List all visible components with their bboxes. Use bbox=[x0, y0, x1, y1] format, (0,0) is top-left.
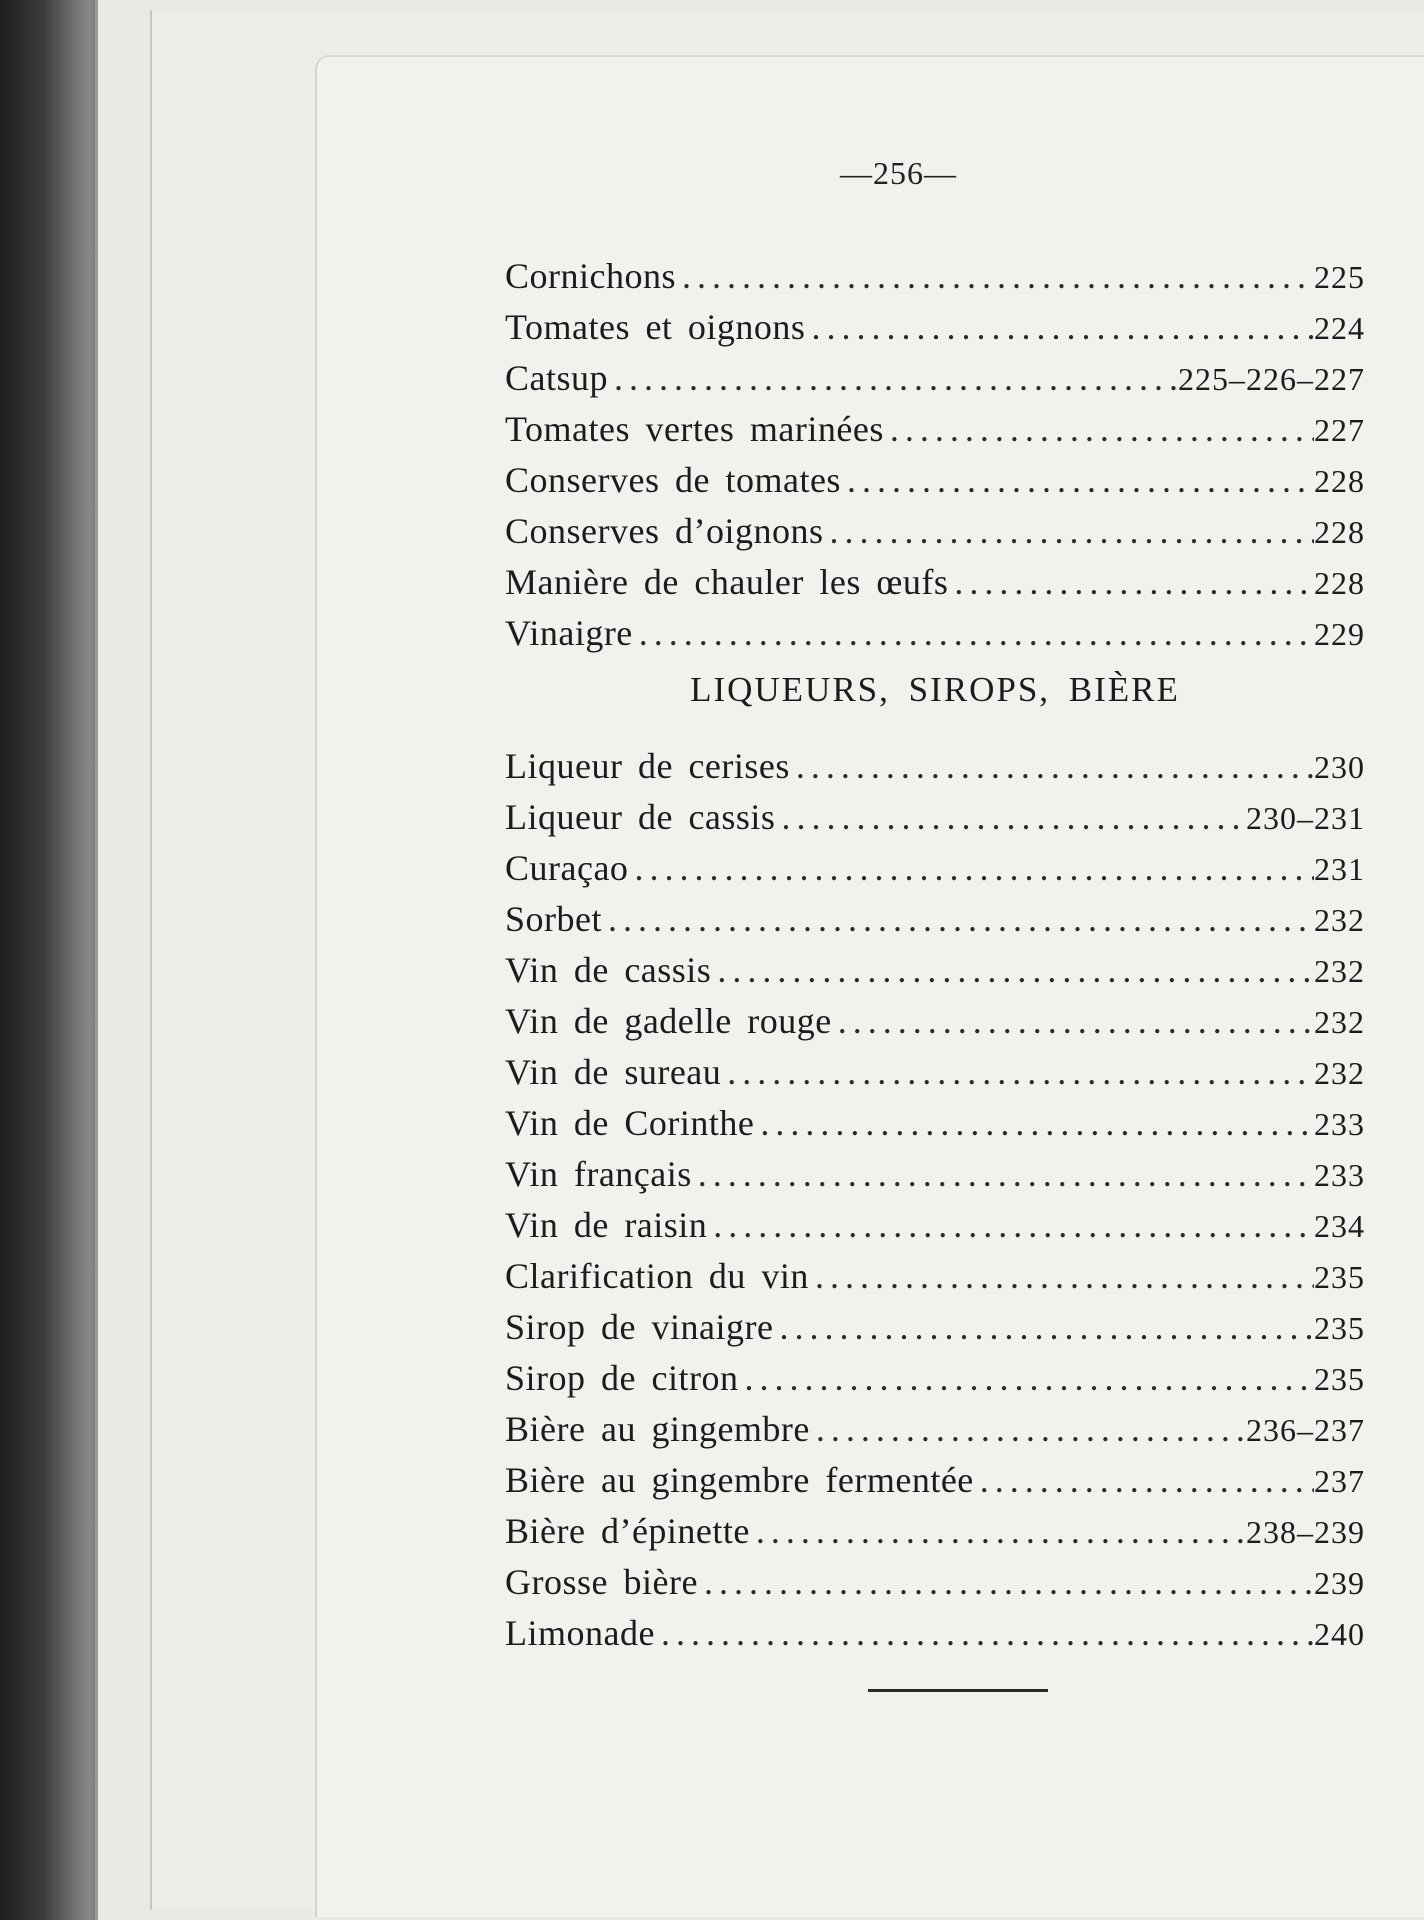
toc-entry bbox=[505, 357, 1365, 408]
toc-entry bbox=[505, 1459, 1365, 1510]
toc-entry bbox=[505, 1612, 1365, 1663]
toc-entry bbox=[505, 561, 1365, 612]
toc-entry-page: 238–239 bbox=[1246, 1514, 1365, 1550]
toc-entry-page: 233 bbox=[1314, 1106, 1365, 1142]
toc-entry-page: 239 bbox=[1314, 1565, 1365, 1601]
dot-leader bbox=[608, 357, 1178, 399]
dot-leader bbox=[628, 847, 1314, 889]
dot-leader bbox=[676, 255, 1314, 297]
toc-entry bbox=[505, 306, 1365, 357]
dot-leader bbox=[775, 796, 1246, 838]
toc-entry-page: 225 bbox=[1314, 259, 1365, 295]
toc-entry bbox=[505, 796, 1365, 847]
toc-entry-title: Sirop de vinaigre bbox=[505, 1307, 774, 1347]
toc-entry bbox=[505, 1408, 1365, 1459]
dot-leader bbox=[773, 1306, 1314, 1348]
toc-entry-page: 233 bbox=[1314, 1157, 1365, 1193]
section-heading: LIQUEURS, SIROPS, BIÈRE bbox=[690, 670, 1180, 709]
toc-entry bbox=[505, 745, 1365, 796]
dot-leader bbox=[750, 1510, 1246, 1552]
toc-entry-page: 229 bbox=[1314, 616, 1365, 652]
toc-entry-page: 240 bbox=[1314, 1616, 1365, 1652]
toc-entry-title: Vin de gadelle rouge bbox=[505, 1001, 832, 1041]
toc-list-preserves bbox=[505, 255, 1365, 663]
toc-entry-page: 232 bbox=[1314, 1004, 1365, 1040]
toc-entry-title: Vin de Corinthe bbox=[505, 1103, 755, 1143]
toc-entry bbox=[505, 1357, 1365, 1408]
end-rule-divider bbox=[868, 1689, 1048, 1692]
toc-entry bbox=[505, 255, 1365, 306]
toc-entry-page: 232 bbox=[1314, 902, 1365, 938]
dot-leader bbox=[974, 1459, 1314, 1501]
dot-leader bbox=[698, 1561, 1314, 1603]
toc-entry-title: Vinaigre bbox=[505, 613, 633, 653]
toc-entry-title: Sorbet bbox=[505, 899, 602, 939]
toc-entry-title: Liqueur de cassis bbox=[505, 797, 776, 837]
toc-entry-title: Bière au gingembre bbox=[505, 1409, 810, 1449]
toc-entry-page: 227 bbox=[1314, 412, 1365, 448]
toc-entry bbox=[505, 1051, 1365, 1102]
toc-entry-page: 231 bbox=[1314, 851, 1365, 887]
toc-entry-page: 224 bbox=[1314, 310, 1365, 346]
toc-entry bbox=[505, 949, 1365, 1000]
dot-leader bbox=[790, 745, 1314, 787]
toc-entry-title: Sirop de citron bbox=[505, 1358, 739, 1398]
toc-entry-page: 236–237 bbox=[1246, 1412, 1365, 1448]
dot-leader bbox=[810, 1408, 1246, 1450]
toc-entry bbox=[505, 1153, 1365, 1204]
dot-leader bbox=[948, 561, 1314, 603]
page-number: —256— bbox=[840, 155, 957, 191]
toc-entry-title: Vin de raisin bbox=[505, 1205, 708, 1245]
toc-entry-page: 230 bbox=[1314, 749, 1365, 785]
dot-leader bbox=[754, 1102, 1314, 1144]
toc-entry-page: 228 bbox=[1314, 463, 1365, 499]
toc-entry-page: 225–226–227 bbox=[1178, 361, 1365, 397]
toc-entry-title: Grosse bière bbox=[505, 1562, 698, 1602]
toc-entry-page: 235 bbox=[1314, 1310, 1365, 1346]
toc-entry bbox=[505, 1204, 1365, 1255]
toc-list-liqueurs bbox=[505, 745, 1365, 1663]
toc-entry-page: 230–231 bbox=[1246, 800, 1365, 836]
toc-entry-page: 235 bbox=[1314, 1361, 1365, 1397]
toc-entry bbox=[505, 1000, 1365, 1051]
toc-entry-title: Liqueur de cerises bbox=[505, 746, 790, 786]
toc-entry bbox=[505, 459, 1365, 510]
toc-entry-title: Cornichons bbox=[505, 256, 676, 296]
toc-entry bbox=[505, 847, 1365, 898]
dot-leader bbox=[832, 1000, 1314, 1042]
toc-entry bbox=[505, 510, 1365, 561]
dot-leader bbox=[805, 306, 1314, 348]
toc-entry-title: Vin français bbox=[505, 1154, 692, 1194]
dot-leader bbox=[884, 408, 1314, 450]
toc-entry-title: Tomates et oignons bbox=[505, 307, 806, 347]
toc-entry bbox=[505, 898, 1365, 949]
toc-entry bbox=[505, 1561, 1365, 1612]
dot-leader bbox=[602, 898, 1314, 940]
dot-leader bbox=[633, 612, 1314, 654]
toc-entry-title: Bière au gingembre fermentée bbox=[505, 1460, 974, 1500]
toc-entry-page: 232 bbox=[1314, 1055, 1365, 1091]
toc-entry bbox=[505, 1102, 1365, 1153]
toc-entry bbox=[505, 1306, 1365, 1357]
toc-entry-title: Catsup bbox=[505, 358, 609, 398]
toc-entry-title: Conserves de tomates bbox=[505, 460, 841, 500]
dot-leader bbox=[738, 1357, 1314, 1399]
dot-leader bbox=[707, 1204, 1314, 1246]
toc-entry-title: Limonade bbox=[505, 1613, 655, 1653]
dot-leader bbox=[711, 949, 1314, 991]
toc-entry-title: Curaçao bbox=[505, 848, 629, 888]
toc-entry bbox=[505, 408, 1365, 459]
toc-entry-page: 237 bbox=[1314, 1463, 1365, 1499]
toc-entry bbox=[505, 1255, 1365, 1306]
toc-entry-page: 234 bbox=[1314, 1208, 1365, 1244]
toc-entry-page: 228 bbox=[1314, 565, 1365, 601]
toc-entry-title: Conserves d’oignons bbox=[505, 511, 824, 551]
dot-leader bbox=[841, 459, 1314, 501]
toc-entry-title: Manière de chauler les œufs bbox=[505, 562, 949, 602]
toc-entry-title: Clarification du vin bbox=[505, 1256, 809, 1296]
toc-entry-page: 232 bbox=[1314, 953, 1365, 989]
dot-leader bbox=[692, 1153, 1314, 1195]
toc-entry-title: Vin de sureau bbox=[505, 1052, 722, 1092]
toc-entry-title: Tomates vertes marinées bbox=[505, 409, 884, 449]
toc-entry-title: Bière d’épinette bbox=[505, 1511, 750, 1551]
toc-entry bbox=[505, 1510, 1365, 1561]
toc-entry-title: Vin de cassis bbox=[505, 950, 712, 990]
toc-entry bbox=[505, 612, 1365, 663]
dot-leader bbox=[809, 1255, 1314, 1297]
dot-leader bbox=[655, 1612, 1314, 1654]
toc-entry-page: 228 bbox=[1314, 514, 1365, 550]
toc-entry-page: 235 bbox=[1314, 1259, 1365, 1295]
dot-leader bbox=[823, 510, 1314, 552]
dot-leader bbox=[721, 1051, 1314, 1093]
